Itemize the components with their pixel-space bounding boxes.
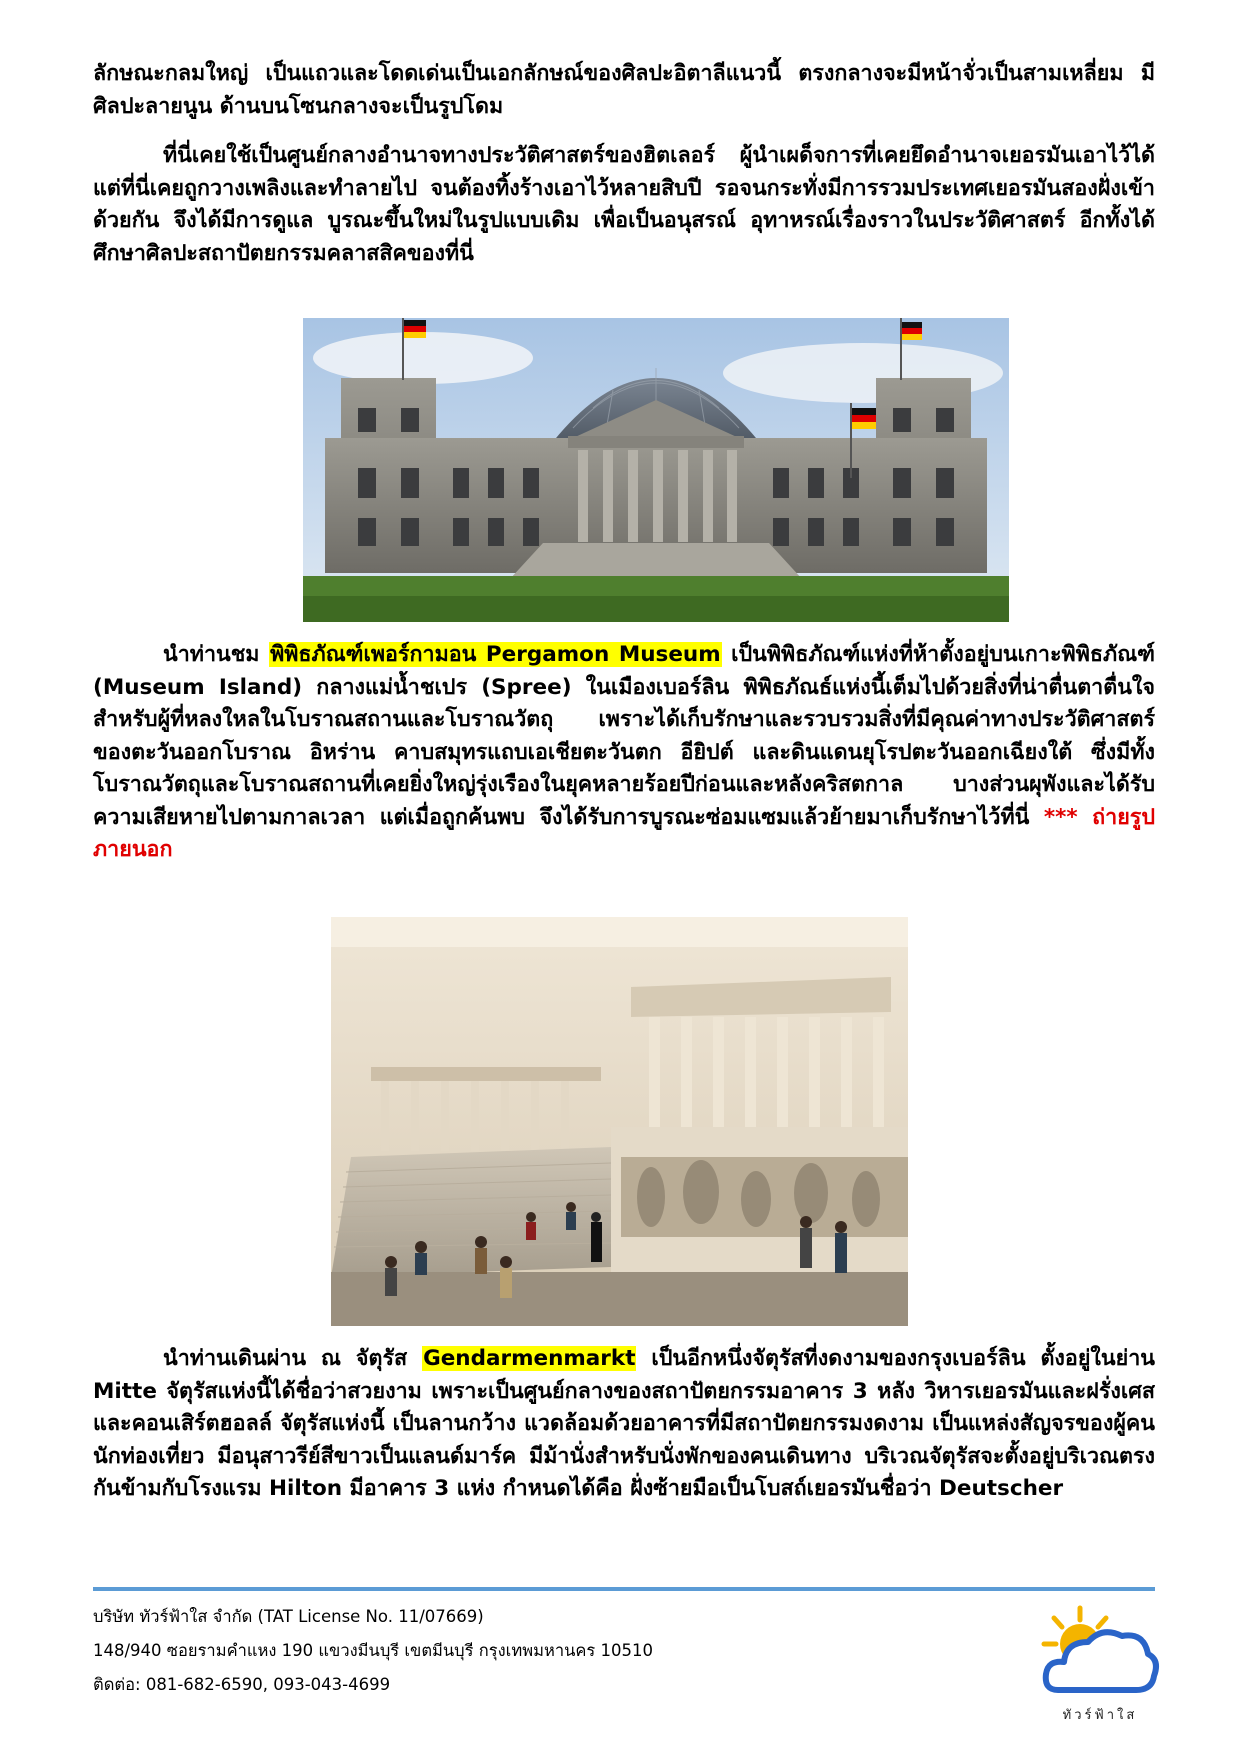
reichstag-photo: [303, 318, 1009, 622]
highlight-pergamon-museum: พิพิธภัณฑ์เพอร์กามอน Pergamon Museum: [270, 642, 721, 667]
pergamon-altar-photo: [331, 917, 908, 1326]
highlight-gendarmenmarkt: Gendarmenmarkt: [423, 1346, 636, 1371]
footer-company: บริษัท ทัวร์ฟ้าใส จำกัด (TAT License No. 11/07669): [93, 1607, 484, 1626]
footer-divider: [93, 1587, 1155, 1591]
footer-address: 148/940 ซอยรามคำแหง 190 แขวงมีนบุรี เขตมีนบุรี กรุงเทพมหานคร 10510: [93, 1641, 654, 1660]
footer-contact: ติดต่อ: 081-682-6590, 093-043-4699: [93, 1675, 391, 1694]
note-photo-outside: *** ถ่ายรูปภายนอก: [93, 804, 1155, 862]
paragraph-reichstag-history: ที่นี่เคยใช้เป็นศูนย์กลางอำนาจทางประวัติศาสตร์ของฮิตเลอร์ ผู้นำเผด็จการที่เคยยึดอำนาจเยอรมันเอาไว้ได้ แต่ที่นี่เคยถูกวางเพลิงและทำลายไป จนต้องทิ้งร้างเอาไว้หลายสิบปี รอจนกระทั่งมีการรวมประเทศเยอรมันสองฝั่งเข้าด้วยกัน จึงได้มีการดูแล บูรณะขึ้นใหม่ในรูปแบบเดิม เพื่อเป็นอนุสรณ์ อุทาหรณ์เรื่องราวในประวัติศาสตร์ อีกทั้งได้ศึกษาศิลปะสถาปัตยกรรมคลาสสิคของที่นี่: [93, 143, 1155, 266]
paragraph-gendarmenmarkt: นำท่านเดินผ่าน ณ จัตุรัส Gendarmenmarkt เป็นอีกหนึ่งจัตุรัสที่งดงามของกรุงเบอร์ลิน ตั้งอยู่ในย่าน Mitte จัตุรัสแห่งนี้ได้ชื่อว่าสวยงาม เพราะเป็นศูนย์กลางของสถาปัตยกรรมอาคาร 3 หลัง วิหารเยอรมันและฝรั่งเศส และคอนเสิร์ตฮอลล์ จัตุรัสแห่งนี้ เป็นลานกว้าง แวดล้อมด้วยอาคารที่มีสถาปัตยกรรมงดงาม เป็นแหล่งสัญจรของผู้คน นักท่องเที่ยว มีอนุสาวรีย์สีขาวเป็นแลนด์มาร์ค มีม้านั่งสำหรับนั่งพักของคนเดินทาง บริเวณจัตุรัสจะตั้งอยู่บริเวณตรงกันข้ามกับโรงแรม Hilton มีอาคาร 3 แห่ง กำหนดได้คือ ฝั่งซ้ายมือเป็นโบสถ์เยอรมันชื่อว่า Deutscher: [93, 1346, 1155, 1501]
company-logo: [1040, 1600, 1160, 1730]
logo-text: ทัวร์ฟ้าใส: [1062, 1708, 1138, 1723]
sun-cloud-icon: [1040, 1600, 1160, 1704]
paragraph-arch-description: ลักษณะกลมใหญ่ เป็นแถวและโดดเด่นเป็นเอกลักษณ์ของศิลปะอิตาลีแนวนี้ ตรงกลางจะมีหน้าจั่วเป็นสามเหลี่ยม มีศิลปะลายนูน ด้านบนโซนกลางจะเป็นรูปโดม: [93, 61, 1155, 119]
paragraph-pergamon-museum: นำท่านชม พิพิธภัณฑ์เพอร์กามอน Pergamon Museum เป็นพิพิธภัณฑ์แห่งที่ห้าตั้งอยู่บนเกาะพิพิธภัณฑ์ (Museum Island) กลางแม่น้ำชเปร (Spree) ในเมืองเบอร์ลิน พิพิธภัณธ์แห่งนี้เต็มไปด้วยสิ่งที่น่าตื่นตาตื่นใจสำหรับผู้ที่หลงใหลในโบราณสถานและโบราณวัตถุ เพราะได้เก็บรักษาและรวบรวมสิ่งที่มีคุณค่าทางประวัติศาสตร์ของตะวันออกโบราณ อิหร่าน คาบสมุทรแถบเอเชียตะวันตก อียิปต์ และดินแดนยุโรปตะวันออกเฉียงใต้ ซึ่งมีทั้งโบราณวัตถุและโบราณสถานที่เคยยิ่งใหญ่รุ่งเรืองในยุคหลายร้อยปีก่อนและหลังคริสตกาล บางส่วนผุพังและได้รับความเสียหายไปตามกาลเวลา แต่เมื่อถูกค้นพบ จึงได้รับการบูรณะซ่อมแซมแล้วย้ายมาเก็บรักษาไว้ที่นี่ *** ถ่ายรูปภายนอก: [93, 642, 1155, 862]
